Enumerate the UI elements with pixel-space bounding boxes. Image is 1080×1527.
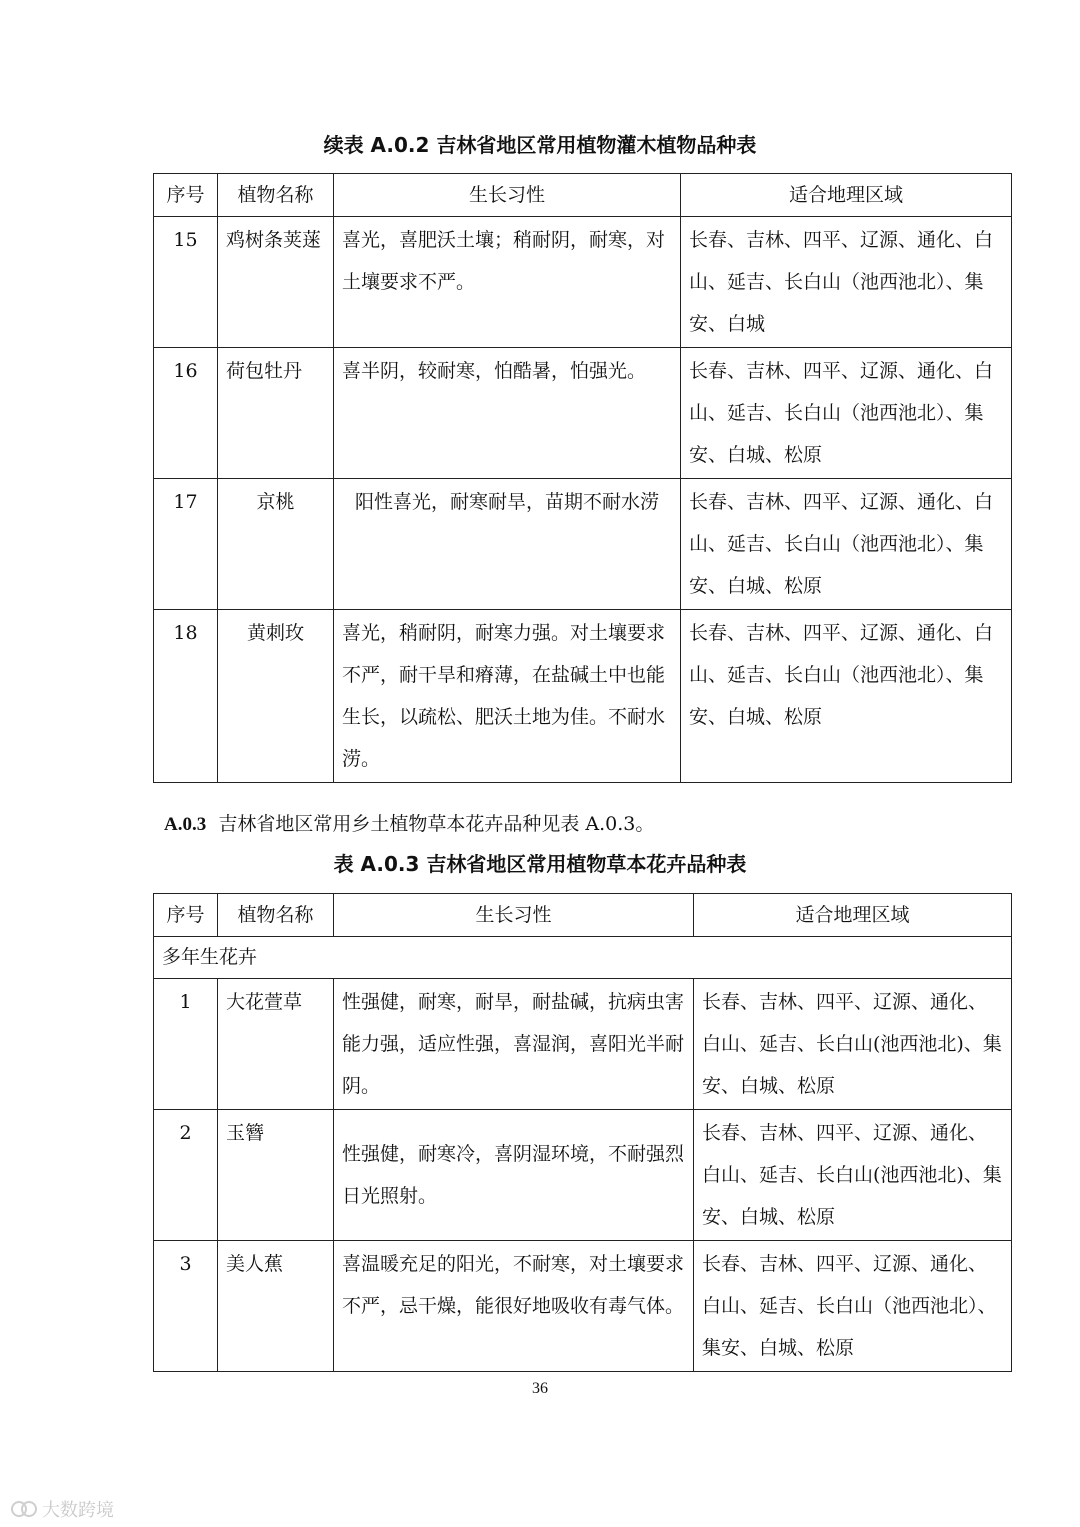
row-region: 长春、吉林、四平、辽源、通化、白山、延吉、长白山（池西池北）、集安、白城、松原: [681, 479, 1012, 610]
header-habit: 生长习性: [334, 174, 681, 217]
row-habit: 喜半阴，较耐寒，怕酷暑，怕强光。: [334, 348, 681, 479]
row-region: 长春、吉林、四平、辽源、通化、白山、延吉、长白山（池西池北）、集安、白城: [681, 217, 1012, 348]
watermark: [10, 1496, 114, 1522]
row-region: 长春、吉林、四平、辽源、通化、白山、延吉、长白山（池西池北）、集安、白城、松原: [681, 610, 1012, 783]
row-name: 黄刺玫: [218, 610, 334, 783]
table-row: [154, 1110, 1012, 1241]
page-number: 36: [532, 1380, 548, 1397]
row-region: 长春、吉林、四平、辽源、通化、白山、延吉、长白山(池西池北)、集安、白城、松原: [694, 1110, 1012, 1241]
row-num: 16: [154, 348, 218, 479]
header-name: 植物名称: [218, 894, 334, 937]
table-row: [154, 348, 1012, 479]
table2: [153, 893, 1012, 1372]
table1: [153, 173, 1012, 783]
header-num: 序号: [154, 174, 218, 217]
row-name: 大花萱草: [218, 979, 334, 1110]
header-region: 适合地理区域: [694, 894, 1012, 937]
watermark-logo-icon: [10, 1499, 38, 1519]
row-region: 长春、吉林、四平、辽源、通化、白山、延吉、长白山（池西池北）、集安、白城、松原: [694, 1241, 1012, 1372]
section-label: A.0.3: [164, 814, 207, 835]
table2-header-row: [154, 894, 1012, 937]
row-name: 鸡树条荚蒾: [218, 217, 334, 348]
row-num: 3: [154, 1241, 218, 1372]
table-row: [154, 610, 1012, 783]
row-region: 长春、吉林、四平、辽源、通化、白山、延吉、长白山（池西池北）、集安、白城、松原: [681, 348, 1012, 479]
header-region: 适合地理区域: [681, 174, 1012, 217]
section-row: [154, 937, 1012, 979]
row-num: 1: [154, 979, 218, 1110]
row-num: 17: [154, 479, 218, 610]
table1-title: 续表 A.0.2 吉林省地区常用植物灌木植物品种表: [323, 133, 757, 157]
row-name: 荷包牡丹: [218, 348, 334, 479]
table-row: [154, 1241, 1012, 1372]
row-habit: 喜光，喜肥沃土壤；稍耐阴，耐寒，对土壤要求不严。: [334, 217, 681, 348]
table2-title: 表 A.0.3 吉林省地区常用植物草本花卉品种表: [333, 852, 747, 876]
row-num: 2: [154, 1110, 218, 1241]
header-num: 序号: [154, 894, 218, 937]
row-name: 玉簪: [218, 1110, 334, 1241]
table1-header-row: [154, 174, 1012, 217]
table-row: [154, 479, 1012, 610]
section-label: 多年生花卉: [154, 937, 1012, 979]
row-num: 18: [154, 610, 218, 783]
section-paragraph: [164, 811, 654, 838]
watermark-text: 大数跨境: [42, 1500, 114, 1521]
row-habit: 阳性喜光，耐寒耐旱，苗期不耐水涝: [334, 479, 681, 610]
header-name: 植物名称: [218, 174, 334, 217]
row-habit: 性强健，耐寒冷，喜阴湿环境，不耐强烈日光照射。: [334, 1110, 694, 1241]
row-name: 美人蕉: [218, 1241, 334, 1372]
row-region: 长春、吉林、四平、辽源、通化、白山、延吉、长白山(池西池北)、集安、白城、松原: [694, 979, 1012, 1110]
table-row: [154, 217, 1012, 348]
row-num: 15: [154, 217, 218, 348]
row-habit: 喜温暖充足的阳光，不耐寒，对土壤要求不严，忌干燥，能很好地吸收有毒气体。: [334, 1241, 694, 1372]
header-habit: 生长习性: [334, 894, 694, 937]
table-row: [154, 979, 1012, 1110]
row-habit: 性强健，耐寒，耐旱，耐盐碱，抗病虫害能力强，适应性强，喜湿润，喜阳光半耐阴。: [334, 979, 694, 1110]
section-text: 吉林省地区常用乡土植物草本花卉品种见表 A.0.3。: [218, 813, 655, 835]
row-habit: 喜光，稍耐阴，耐寒力强。对土壤要求不严，耐干旱和瘠薄，在盐碱土中也能生长，以疏松、肥沃土地为佳。不耐水涝。: [334, 610, 681, 783]
row-name: 京桃: [218, 479, 334, 610]
